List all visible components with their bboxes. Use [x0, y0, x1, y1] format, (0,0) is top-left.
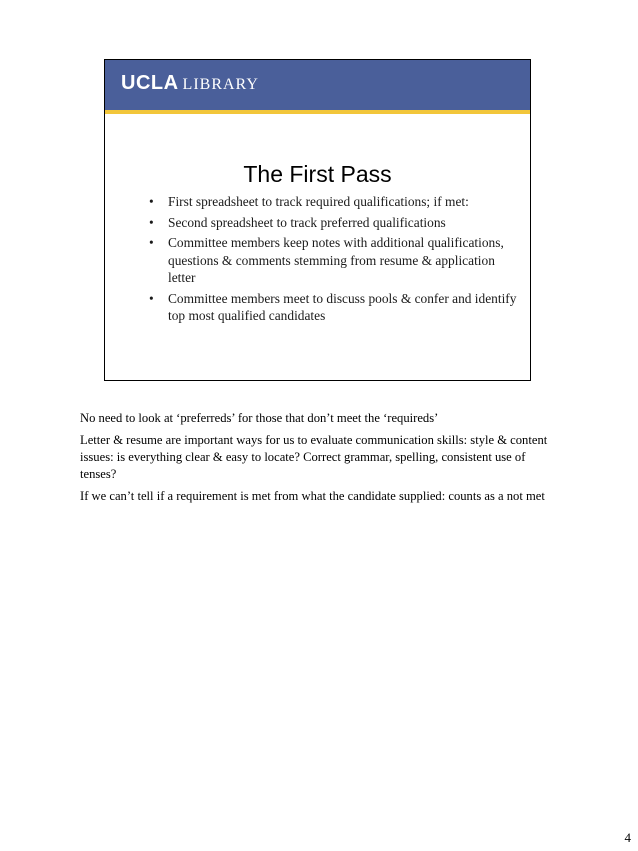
slide-title: The First Pass [243, 161, 392, 187]
ucla-library-logo [121, 72, 259, 95]
slide-bullet: • Committee members keep notes with additional qualifications, questions & comments stemming from resume & application letter [149, 234, 521, 287]
slide-bullet: • Committee members meet to discuss pools & confer and identify top most qualified candidates [149, 290, 521, 325]
note-paragraph: Letter & resume are important ways for us to evaluate communication skills: style & content issues: is everything clear & easy to locate? Correct grammar, spelling, consistent use of tenses? [80, 433, 548, 481]
slide-header-stripe [105, 110, 530, 114]
slide-header-bar [105, 60, 530, 110]
logo-ucla-text: UCLA [121, 72, 179, 94]
note-paragraph: No need to look at ‘preferreds’ for those that don’t meet the ‘requireds’ [80, 411, 439, 425]
slide-bullet-list [149, 193, 521, 328]
speaker-notes [80, 410, 560, 510]
slide-bullet: • First spreadsheet to track required qualifications; if met: [149, 193, 521, 211]
slide-thumbnail [104, 59, 531, 381]
note-paragraph: If we can’t tell if a requirement is met from what the candidate supplied: counts as a not met [80, 489, 545, 503]
page-number: 4 [624, 830, 631, 845]
slide-bullet: • Second spreadsheet to track preferred qualifications [149, 214, 521, 232]
logo-library-text: LIBRARY [182, 76, 259, 93]
